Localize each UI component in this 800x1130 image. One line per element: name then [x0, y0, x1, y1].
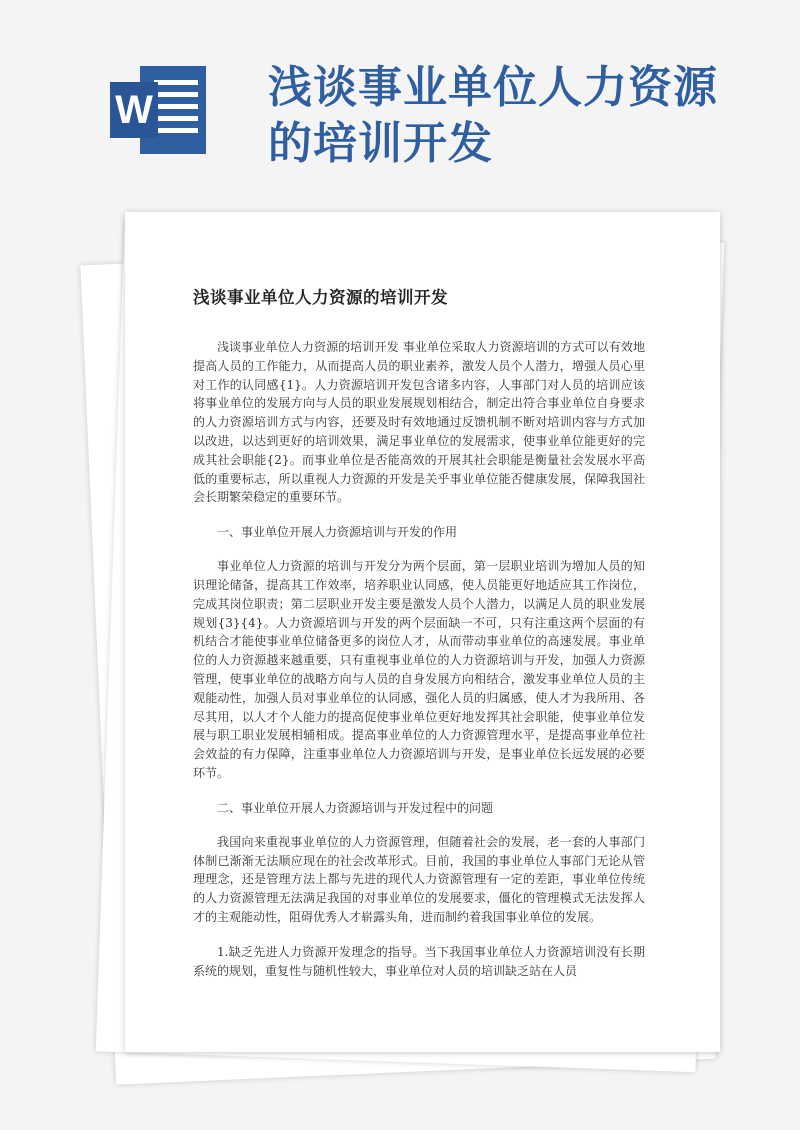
section-heading-2: 二、事业单位开展人力资源培训与开发过程中的问题	[217, 800, 494, 815]
section-heading-1: 一、事业单位开展人力资源培训与开发的作用	[217, 525, 458, 540]
header-title: 浅谈事业单位人力资源的培训开发	[268, 62, 718, 169]
paragraph-section-1: 事业单位人力资源的培训与开发分为两个层面，第一层职业培训为增加人员的知识理论储备，提高其工作效率，培养职业认同感，使人员能更好地适应其工作岗位，完成其岗位职责；第二层职业开发主要是激发人员个人潜力，以满足人员的职业发展规划{3}{4}。人力资源培训与开发的两个层面缺一不可，只有注重这两个层面的有机结合才能使事业单位储备更多的岗位人才，从而带动事业单位的高速发展。事业单位的人力资源越来越重要，只有重视事业单位的人力资源培训与开发，加强人力资源管理，使事业单位的战略方向与人员的自身发展方向相结合，激发事业单位人员的主观能动性，加强人员对事业单位的认同感，强化人员的归属感，使人才为我所用、各尽其用，以人才个人能力的提高促使事业单位更好地发挥其社会职能，使事业单位发展与职工职业发展相辅相成。提高事业单位的人力资源管理水平，是提高事业单位社会效益的有力保障，注重事业单位人力资源培训与开发，是事业单位长远发展的必要环节。	[193, 559, 645, 780]
word-document-icon	[110, 66, 206, 154]
paragraph-section-2: 我国向来重视事业单位的人力资源管理，但随着社会的发展，老一套的人事部门体制已渐渐无法顺应现在的社会改革形式。目前，我国的事业单位人事部门无论从管理理念，还是管理方法上都与先进的现代人力资源管理有一定的差距，事业单位传统的人力资源管理无法满足我国的对事业单位的发展要求，僵化的管理模式无法发挥人才的主观能动性，阻碍优秀人才崭露头角，进而制约着我国事业单位的发展。	[193, 834, 645, 924]
word-icon-badge: W	[110, 82, 158, 138]
document-body	[193, 284, 645, 996]
paragraph-intro: 浅谈事业单位人力资源的培训开发 事业单位采取人力资源培训的方式可以有效地提高人员的工作能力，从而提高人员的职业素养，激发人员个人潜力，增强人员心里对工作的认同感{1}。人力资源培训开发包含诸多内容，人事部门对人员的培训应该将事业单位的发展方向与人员的职业发展规划相结合，制定出符合事业单位自身要求的人力资源培训方式与内容，还要及时有效地通过反馈机制不断对培训内容与方式加以改进，以达到更好的培训效果，满足事业单位的发展需求，使事业单位能更好的完成其社会职能{2}。而事业单位是否能高效的开展其社会职能是衡量社会发展水平高低的重要标志，所以重视人力资源的开发是关乎事业单位能否健康发展，保障我国社会长期繁荣稳定的重要环节。	[193, 340, 645, 505]
document-page	[125, 212, 720, 1052]
document-title: 浅谈事业单位人力资源的培训开发	[193, 288, 448, 307]
paragraph-point-1: 1.缺乏先进人力资源开发理念的指导。当下我国事业单位人力资源培训没有长期系统的规划，重复性与随机性较大，事业单位对人员的培训缺乏站在人员	[193, 944, 645, 978]
word-icon-lines	[154, 80, 198, 140]
header	[0, 0, 800, 200]
